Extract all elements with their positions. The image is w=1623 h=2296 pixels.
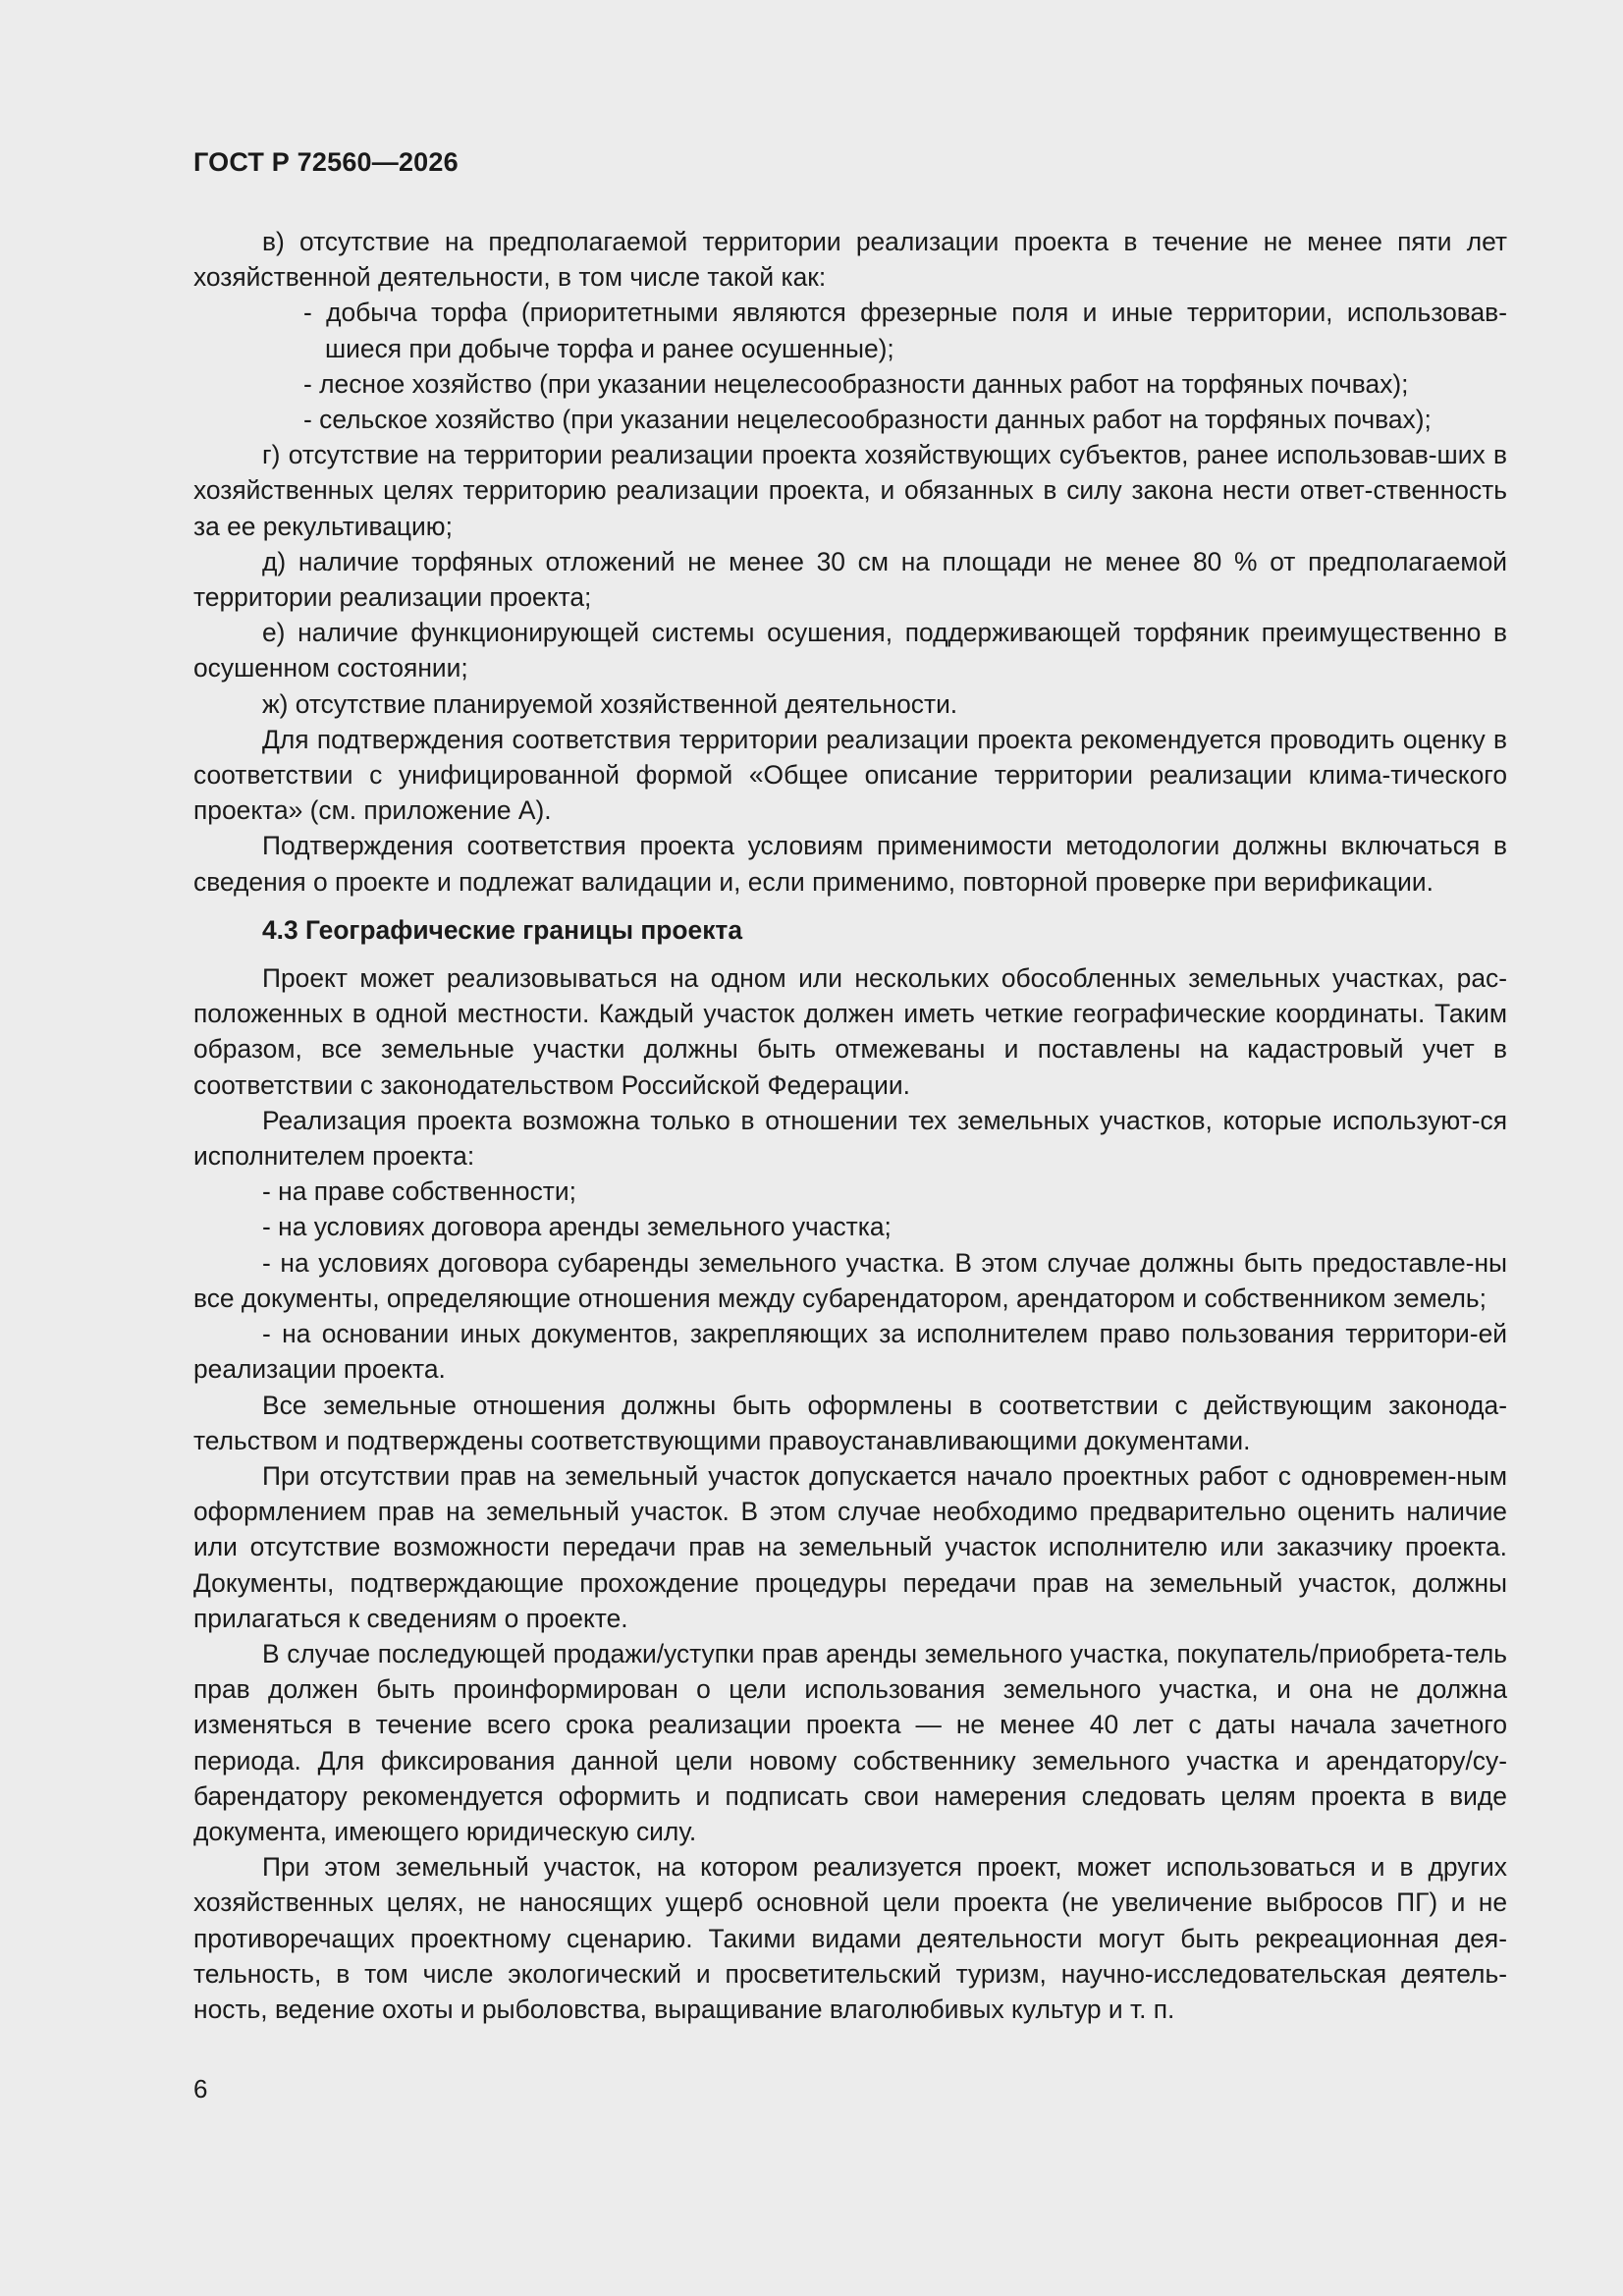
sub-list-item-peat-extraction: - добыча торфа (приоритетными являются фрезерные поля и иные территории, использовав-шиеся при добыче торфа и ранее осушенные);: [303, 298, 1507, 363]
sub-list-item-agriculture: - сельское хозяйство (при указании нецелесообразности данных работ на торфяных почвах);: [303, 405, 1432, 435]
paragraph: При этом земельный участок, на котором реализуется проект, может использоваться и в других хозяйственных целях, не наносящих ущерб основной цели проекта (не увеличение выбросов ПГ) и не противоречащих проектному сценарию. Такими видами деятельности могут быть рекреационная дея-тельность, в том числе экологический и просветительский туризм, научно-исследовательская деятель-ность, ведение охоты и рыболовства, выращивание влаголюбивых культур и т. п.: [193, 1852, 1507, 2024]
document-header: ГОСТ Р 72560—2026: [193, 147, 459, 177]
section-heading: 4.3 Географические границы проекта: [262, 914, 743, 945]
list-item: - на условиях договора субаренды земельного участка. В этом случае должны быть предоставле-ны все документы, определяющие отношения между субарендатором, арендатором и собственником земель;: [193, 1247, 1507, 1313]
list-item-d: д) наличие торфяных отложений не менее 30 см на площади не менее 80 % от предполагаемой территории реализации проекта;: [193, 546, 1507, 613]
page-number: 6: [193, 2074, 208, 2104]
paragraph: Подтверждения соответствия проекта условиям применимости методологии должны включаться в сведения о проекте и подлежат валидации и, если применимо, повторной проверке при верификации.: [193, 831, 1507, 897]
list-item-e: е) наличие функционирующей системы осушения, поддерживающей торфяник преимущественно в осушенном состоянии;: [193, 618, 1507, 683]
paragraph: Проект может реализовываться на одном или нескольких обособленных земельных участках, рас-положенных в одной местности. Каждый участок должен иметь четкие географические координаты. Таким образом, все земельные участки должны быть отмежеваны и поставлены на кадастровый учет в соответствии с законодательством Российской Федерации.: [193, 963, 1507, 1100]
paragraph: Для подтверждения соответствия территории реализации проекта рекомендуется проводить оценку в соответствии с унифицированной формой «Общее описание территории реализации клима-тического проекта» (см. приложение А).: [193, 724, 1507, 826]
list-item-zh: ж) отсутствие планируемой хозяйственной деятельности.: [262, 688, 958, 719]
list-item: - на основании иных документов, закрепляющих за исполнителем право пользования территори-ей реализации проекта.: [193, 1319, 1507, 1385]
paragraph: Все земельные отношения должны быть оформлены в соответствии с действующим законода-тельством и подтверждены соответствующими правоустанавливающими документами.: [193, 1390, 1507, 1455]
list-item: - на условиях договора аренды земельного участка;: [262, 1212, 892, 1242]
list-item: - на праве собственности;: [262, 1176, 576, 1207]
sub-list-item-forestry: - лесное хозяйство (при указании нецелесообразности данных работ на торфяных почвах);: [303, 368, 1409, 399]
paragraph: Реализация проекта возможна только в отношении тех земельных участков, которые используют-ся исполнителем проекта:: [193, 1105, 1507, 1172]
list-item-g: г) отсутствие на территории реализации проекта хозяйствующих субъектов, ранее использовав-ших в хозяйственных целях территорию реализации проекта, и обязанных в силу закона нести ответ-ственность за ее рекультивацию;: [193, 440, 1507, 541]
paragraph: В случае последующей продажи/уступки прав аренды земельного участка, покупатель/приобрета-тель прав должен быть проинформирован о цели использования земельного участка, и она не должна изменяться в течение всего срока реализации проекта — не менее 40 лет с даты начала зачетного периода. Для фиксирования данной цели новому собственнику земельного участка и арендатору/су-барендатору рекомендуется оформить и подписать свои намерения следовать целям проекта в виде документа, имеющего юридическую силу.: [193, 1638, 1507, 1846]
paragraph: При отсутствии прав на земельный участок допускается начало проектных работ с одновремен-ным оформлением прав на земельный участок. В этом случае необходимо предварительно оценить наличие или отсутствие возможности передачи прав на земельный участок исполнителю или заказчику проекта. Документы, подтверждающие прохождение процедуры передачи прав на земельный участок, должны прилагаться к сведениям о проекте.: [193, 1460, 1507, 1633]
list-item-v: в) отсутствие на предполагаемой территории реализации проекта в течение не менее пяти лет хозяйственной деятельности, в том числе такой как:: [193, 227, 1507, 293]
document-body: [193, 224, 1507, 2027]
